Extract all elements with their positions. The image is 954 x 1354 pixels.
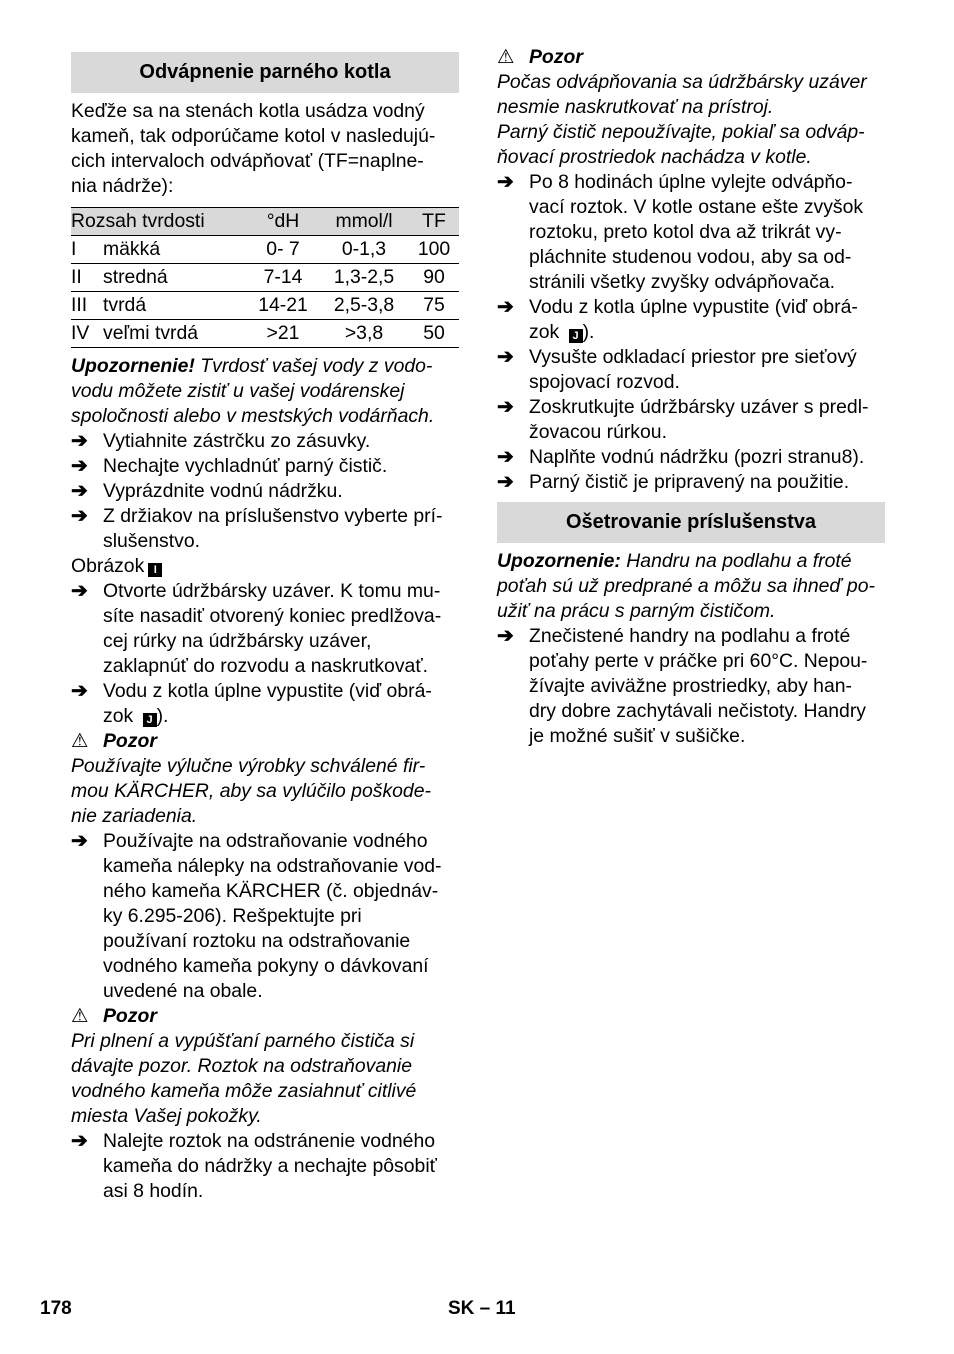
section-page-label: SK – 11 [448,1298,516,1319]
page-number: 178 [40,1298,72,1319]
step-item: ➔ Z držiakov na príslušenstvo vyberte prí- slušenstvo. [71,505,443,552]
header-tf: TF [409,208,459,236]
step-item: ➔ Používajte na odstraňovanie vodného kameňa nálepky na odstraňovanie vod- ného kameňa KÄRCHER (č. objednáv- ky 6.295-206). Rešpektujte pri používaní roztoku na odstraňovanie vodného kameňa pokyny o dávkovaní uvedené na obale. [71,830,442,1002]
caution-text: Pri plnení a vypúšťaní parného čističa si dávajte pozor. Roztok na odstraňovanie vodného kameňa môže zasiahnuť citlivé miesta Vašej pokožky. [71,1030,417,1127]
table-row: III tvrdá 14-21 2,5-3,8 75 [71,292,459,320]
arrow-right-icon: ➔ [71,680,88,702]
caution-heading: ⚠ Pozor [71,1005,157,1027]
arrow-right-icon: ➔ [497,625,514,647]
step-item: ➔ Vyprázdnite vodnú nádržku. [71,480,343,502]
step-item: ➔ Vodu z kotla úplne vypustite (viď obrá- zok J ). [497,296,858,343]
table-row: IV veľmi tvrdá >21 >3,8 50 [71,320,459,348]
table-row: I mäkká 0- 7 0-1,3 100 [71,236,459,264]
header-dh: °dH [247,208,319,236]
arrow-right-icon: ➔ [71,480,88,502]
step-item: ➔ Naplňte vodnú nádržku (pozri stranu8). [497,446,865,468]
step-item: ➔ Vysušte odkladací priestor pre sieťový spojovací rozvod. [497,346,857,393]
arrow-right-icon: ➔ [71,505,88,527]
caution-text: Používajte výlučne výrobky schválené fir- mou KÄRCHER, aby sa vylúčilo poškode- nie zariadenia. [71,755,431,827]
note-accessories: Upozornenie: Handru na podlahu a froté poťah sú už predprané a môžu sa ihneď po- užiť na prácu s parným čističom. [497,550,875,622]
section-title-accessories: Ošetrovanie príslušenstva [497,502,885,543]
right-column [497,45,885,749]
section-title-descaling: Odvápnenie parného kotla [71,52,459,93]
caution-heading: ⚠ Pozor [497,46,583,68]
arrow-right-icon: ➔ [71,580,88,602]
arrow-right-icon: ➔ [497,471,514,493]
arrow-right-icon: ➔ [497,171,514,193]
step-item: ➔ Nechajte vychladnúť parný čistič. [71,455,388,477]
warning-triangle-icon: ⚠ [71,730,89,752]
header-mmol: mmol/l [319,208,409,236]
intro-paragraph: Keďže sa na stenách kotla usádza vodný kameň, tak odporúčame kotol v nasledujú- cich intervaloch odvápňovať (TF=naplne- nia nádrže): [71,100,436,197]
hardness-table [71,207,459,348]
step-item: ➔ Vodu z kotla úplne vypustite (viď obrá- zok J ). [71,680,432,727]
step-item: ➔ Parný čistič je pripravený na použitie. [497,471,850,493]
arrow-right-icon: ➔ [71,455,88,477]
arrow-right-icon: ➔ [497,296,514,318]
header-range: Rozsah tvrdosti [71,208,247,236]
arrow-right-icon: ➔ [71,1130,88,1152]
note-water-hardness: Upozornenie! Tvrdosť vašej vody z vodo- vodu môžete zistiť u vašej vodárenskej spoločnosti alebo v mestských vodárňach. [71,355,435,427]
warning-triangle-icon: ⚠ [71,1005,89,1027]
arrow-right-icon: ➔ [497,346,514,368]
table-row: II stredná 7-14 1,3-2,5 90 [71,264,459,292]
warning-triangle-icon: ⚠ [497,46,515,68]
step-item: ➔ Nalejte roztok na odstránenie vodného kameňa do nádržky a nechajte pôsobiť asi 8 hodín. [71,1130,437,1202]
caution-text: Počas odvápňovania sa údržbársky uzáver nesmie naskrutkovať na prístroj. Parný čistič nepoužívajte, pokiaľ sa odváp- ňovací prostriedok nachádza v kotle. [497,71,867,168]
table-header-row [71,208,459,236]
step-item: ➔ Po 8 hodinách úplne vylejte odvápňo- vací roztok. V kotle ostane ešte zvyšok roztoku, preto kotol dva až trikrát vy- pláchnite studenou vodou, aby sa od- stránili všetky zvyšky odvápňovača. [497,171,864,293]
figure-ref-icon: I [148,563,162,577]
step-item: ➔ Otvorte údržbársky uzáver. K tomu mu- síte nasadiť otvorený koniec predlžova- cej rúrky na údržbársky uzáver, zaklapnúť do rozvodu a naskrutkovať. [71,580,442,677]
step-item: ➔ Znečistené handry na podlahu a froté poťahy perte v práčke pri 60°C. Nepou- žívajte aviväžne prostriedky, aby han- dry dobre zachytávali nečistoty. Handry je možné sušiť v sušičke. [497,625,868,747]
figure-ref-icon: J [569,329,583,343]
arrow-right-icon: ➔ [71,830,88,852]
arrow-right-icon: ➔ [497,446,514,468]
figure-line: Obrázok I [71,554,459,579]
figure-ref-icon: J [143,713,157,727]
left-column [71,45,459,1204]
step-item: ➔ Zoskrutkujte údržbársky uzáver s predl- žovacou rúrkou. [497,396,869,443]
caution-heading: ⚠ Pozor [71,730,157,752]
arrow-right-icon: ➔ [497,396,514,418]
arrow-right-icon: ➔ [71,430,88,452]
step-item: ➔ Vytiahnite zástrčku zo zásuvky. [71,430,371,452]
